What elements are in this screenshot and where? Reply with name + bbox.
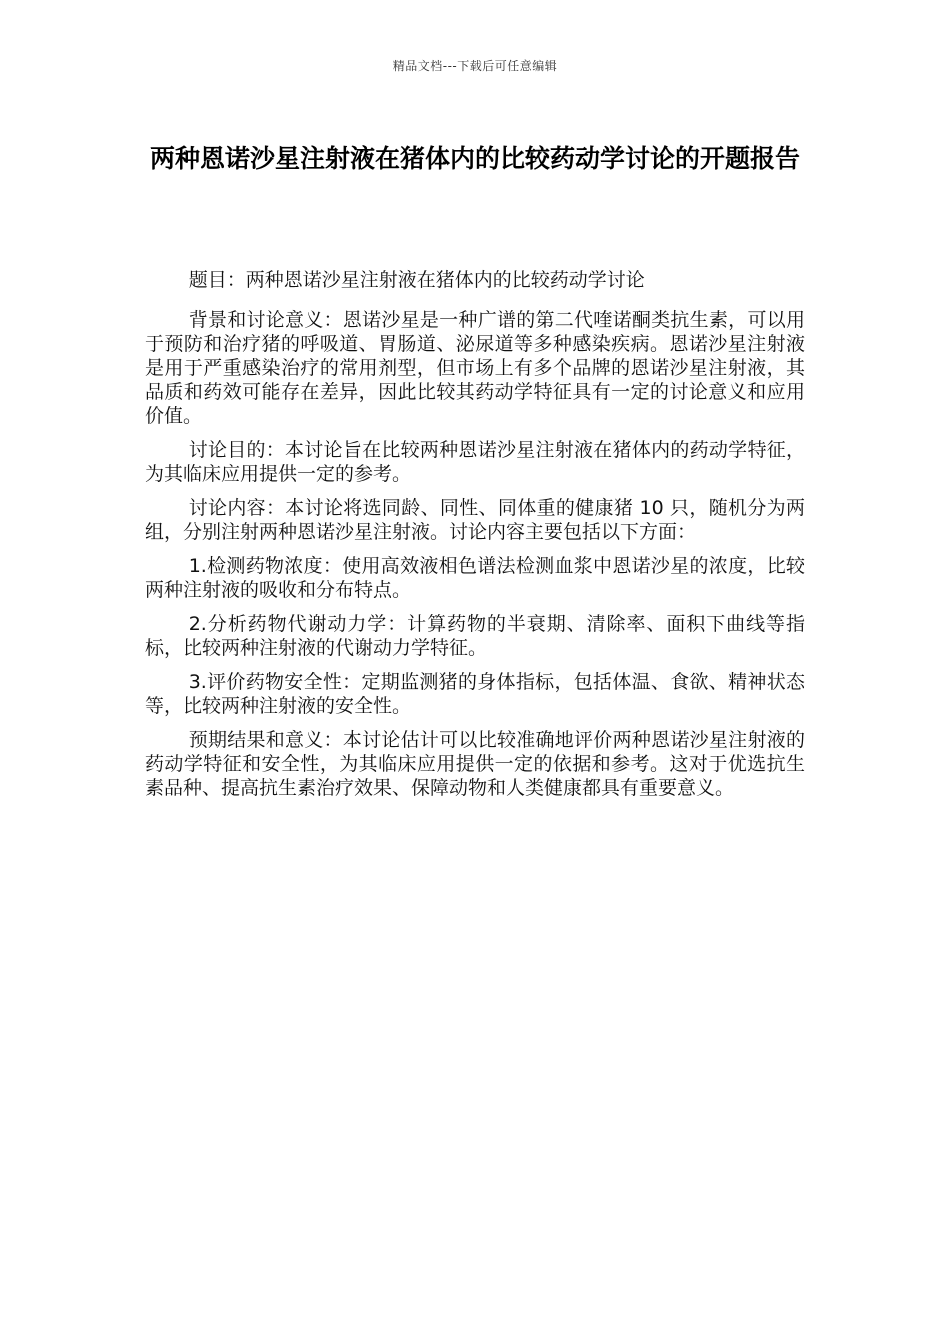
header-note: 精品文档---下载后可任意编辑: [392, 59, 558, 73]
document-body: [145, 268, 805, 810]
background-paragraph: 背景和讨论意义：恩诺沙星是一种广谱的第二代喹诺酮类抗生素，可以用于预防和治疗猪的呼吸道、胃肠道、泌尿道等多种感染疾病。恩诺沙星注射液是用于严重感染治疗的常用剂型，但市场上有多个品牌的恩诺沙星注射液，其品质和药效可能存在差异，因此比较其药动学特征具有一定的讨论意义和应用价值。: [145, 309, 805, 427]
content-paragraph: 讨论内容：本讨论将选同龄、同性、同体重的健康猪 10 只，随机分为两组，分别注射两种恩诺沙星注射液。讨论内容主要包括以下方面：: [145, 497, 805, 543]
expected-results-paragraph: 预期结果和意义：本讨论估计可以比较准确地评价两种恩诺沙星注射液的药动学特征和安全性，为其临床应用提供一定的依据和参考。这对于优选抗生素品种、提高抗生素治疗效果、保障动物和人类健康都具有重要意义。: [145, 729, 805, 799]
list-item-concentration: 1.检测药物浓度：使用高效液相色谱法检测血浆中恩诺沙星的浓度，比较两种注射液的吸收和分布特点。: [145, 555, 805, 601]
document-title: 两种恩诺沙星注射液在猪体内的比较药动学讨论的开题报告: [149, 144, 800, 173]
topic-paragraph: 题目：两种恩诺沙星注射液在猪体内的比较药动学讨论: [188, 269, 645, 291]
purpose-paragraph: 讨论目的：本讨论旨在比较两种恩诺沙星注射液在猪体内的药动学特征，为其临床应用提供一定的参考。: [145, 439, 805, 485]
list-item-kinetics: 2.分析药物代谢动力学：计算药物的半衰期、清除率、面积下曲线等指标，比较两种注射液的代谢动力学特征。: [145, 613, 805, 659]
list-item-safety: 3.评价药物安全性：定期监测猪的身体指标，包括体温、食欲、精神状态等，比较两种注射液的安全性。: [145, 671, 805, 717]
